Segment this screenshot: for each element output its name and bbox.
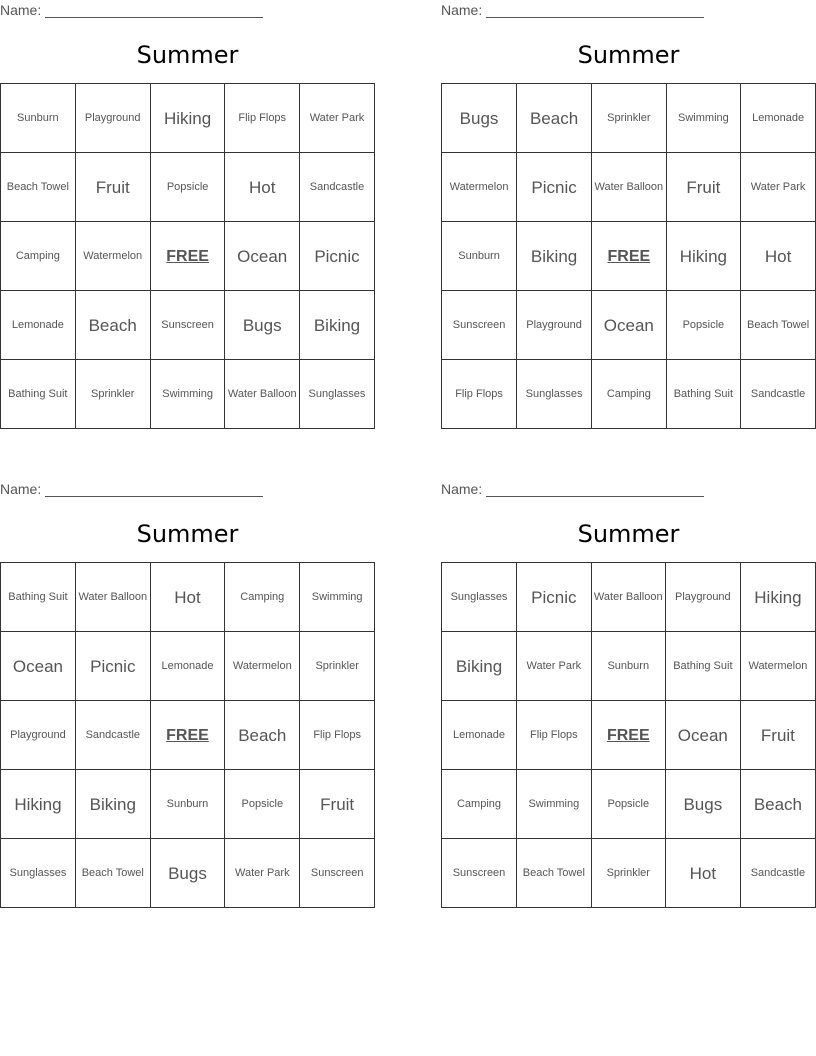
bingo-cell: Sprinkler bbox=[300, 632, 375, 701]
name-label: Name: bbox=[0, 2, 42, 18]
bingo-cell: Bugs bbox=[442, 84, 517, 153]
bingo-cell: Sunglasses bbox=[517, 360, 592, 429]
bingo-cell: Ocean bbox=[665, 701, 740, 770]
bingo-cell: Sprinkler bbox=[75, 360, 150, 429]
bingo-cell: Popsicle bbox=[666, 291, 741, 360]
bingo-cell: Picnic bbox=[517, 153, 592, 222]
name-field bbox=[441, 2, 704, 18]
bingo-cell: Sprinkler bbox=[592, 84, 667, 153]
bingo-cell: Picnic bbox=[299, 222, 374, 291]
bingo-cell: Sandcastle bbox=[299, 153, 374, 222]
bingo-cell: Watermelon bbox=[225, 632, 300, 701]
name-line bbox=[45, 482, 263, 497]
bingo-cell: Fruit bbox=[666, 153, 741, 222]
bingo-cell: Playground bbox=[517, 291, 592, 360]
bingo-cell: Hot bbox=[665, 839, 740, 908]
bingo-cell: Flip Flops bbox=[442, 360, 517, 429]
grid-row bbox=[1, 563, 375, 632]
bingo-cell: Ocean bbox=[592, 291, 667, 360]
bingo-cell: Hiking bbox=[1, 770, 76, 839]
bingo-cell: Sunburn bbox=[442, 222, 517, 291]
bingo-cell: Lemonade bbox=[442, 701, 517, 770]
name-line bbox=[486, 3, 704, 18]
bingo-cell: Sunburn bbox=[1, 84, 76, 153]
bingo-cell: Water Park bbox=[225, 839, 300, 908]
free-space: FREE bbox=[150, 222, 225, 291]
name-line bbox=[45, 3, 263, 18]
bingo-card bbox=[0, 479, 375, 919]
card-title: Summer bbox=[577, 520, 680, 548]
bingo-cell: Lemonade bbox=[150, 632, 225, 701]
bingo-cell: Beach bbox=[225, 701, 300, 770]
bingo-cell: Bugs bbox=[150, 839, 225, 908]
bingo-cell: Sandcastle bbox=[740, 839, 815, 908]
bingo-cell: Sandcastle bbox=[741, 360, 816, 429]
bingo-cell: Fruit bbox=[75, 153, 150, 222]
bingo-cell: Biking bbox=[442, 632, 517, 701]
bingo-cell: Beach Towel bbox=[75, 839, 150, 908]
bingo-cell: Water Balloon bbox=[592, 153, 667, 222]
name-label: Name: bbox=[441, 2, 483, 18]
bingo-cell: Picnic bbox=[517, 563, 592, 632]
name-label: Name: bbox=[441, 481, 483, 497]
bingo-cell: Sunburn bbox=[150, 770, 225, 839]
bingo-cell: Sunscreen bbox=[442, 291, 517, 360]
bingo-cell: Fruit bbox=[740, 701, 815, 770]
bingo-cell: Watermelon bbox=[442, 153, 517, 222]
bingo-cell: Biking bbox=[299, 291, 374, 360]
bingo-cell: Ocean bbox=[225, 222, 300, 291]
bingo-cell: Camping bbox=[1, 222, 76, 291]
bingo-cell: Water Park bbox=[517, 632, 592, 701]
grid-row bbox=[442, 770, 816, 839]
bingo-cell: Popsicle bbox=[591, 770, 665, 839]
bingo-grid bbox=[441, 562, 816, 908]
bingo-cell: Beach bbox=[517, 84, 592, 153]
bingo-cell: Swimming bbox=[666, 84, 741, 153]
grid-row bbox=[1, 84, 375, 153]
grid-row bbox=[1, 839, 375, 908]
bingo-cell: Water Balloon bbox=[225, 360, 300, 429]
bingo-cell: Swimming bbox=[300, 563, 375, 632]
bingo-cell: Hiking bbox=[666, 222, 741, 291]
bingo-cell: Bathing Suit bbox=[666, 360, 741, 429]
name-line bbox=[486, 482, 704, 497]
grid-row bbox=[442, 360, 816, 429]
bingo-cell: Lemonade bbox=[741, 84, 816, 153]
bingo-cell: Camping bbox=[225, 563, 300, 632]
grid-row bbox=[442, 291, 816, 360]
grid-row bbox=[1, 291, 375, 360]
bingo-card bbox=[0, 0, 375, 440]
name-field bbox=[441, 481, 704, 497]
bingo-grid bbox=[441, 83, 816, 429]
name-field bbox=[0, 2, 263, 18]
grid-row bbox=[1, 153, 375, 222]
bingo-cell: Beach bbox=[75, 291, 150, 360]
card-title: Summer bbox=[136, 520, 239, 548]
grid-row bbox=[442, 839, 816, 908]
free-space: FREE bbox=[150, 701, 225, 770]
bingo-cell: Water Park bbox=[299, 84, 374, 153]
grid-row bbox=[442, 701, 816, 770]
grid-row bbox=[1, 770, 375, 839]
grid-row bbox=[442, 632, 816, 701]
bingo-cell: Flip Flops bbox=[517, 701, 592, 770]
grid-row bbox=[1, 632, 375, 701]
card-title: Summer bbox=[136, 41, 239, 69]
free-space: FREE bbox=[592, 222, 667, 291]
bingo-cell: Beach Towel bbox=[1, 153, 76, 222]
bingo-cell: Camping bbox=[592, 360, 667, 429]
grid-row bbox=[442, 222, 816, 291]
bingo-cell: Water Balloon bbox=[75, 563, 150, 632]
bingo-card bbox=[441, 479, 816, 919]
free-space: FREE bbox=[591, 701, 665, 770]
bingo-cell: Sunscreen bbox=[442, 839, 517, 908]
bingo-cell: Bathing Suit bbox=[1, 360, 76, 429]
bingo-cell: Beach bbox=[740, 770, 815, 839]
name-field bbox=[0, 481, 263, 497]
bingo-cell: Bugs bbox=[665, 770, 740, 839]
bingo-cell: Hot bbox=[741, 222, 816, 291]
grid-row bbox=[1, 222, 375, 291]
bingo-cell: Hiking bbox=[150, 84, 225, 153]
name-label: Name: bbox=[0, 481, 42, 497]
bingo-cell: Lemonade bbox=[1, 291, 76, 360]
bingo-cell: Hot bbox=[150, 563, 225, 632]
card-title: Summer bbox=[577, 41, 680, 69]
bingo-cell: Sunscreen bbox=[150, 291, 225, 360]
bingo-cell: Picnic bbox=[75, 632, 150, 701]
bingo-cell: Playground bbox=[665, 563, 740, 632]
bingo-cell: Swimming bbox=[150, 360, 225, 429]
bingo-cell: Biking bbox=[517, 222, 592, 291]
bingo-cell: Sunglasses bbox=[442, 563, 517, 632]
bingo-cell: Popsicle bbox=[225, 770, 300, 839]
bingo-cell: Ocean bbox=[1, 632, 76, 701]
bingo-cell: Popsicle bbox=[150, 153, 225, 222]
bingo-cell: Bugs bbox=[225, 291, 300, 360]
bingo-cell: Flip Flops bbox=[225, 84, 300, 153]
grid-row bbox=[1, 360, 375, 429]
bingo-cell: Sunscreen bbox=[300, 839, 375, 908]
bingo-grid bbox=[0, 83, 375, 429]
bingo-card bbox=[441, 0, 816, 440]
bingo-cell: Water Park bbox=[741, 153, 816, 222]
bingo-cell: Sprinkler bbox=[591, 839, 665, 908]
bingo-cell: Hiking bbox=[740, 563, 815, 632]
grid-row bbox=[1, 701, 375, 770]
grid-row bbox=[442, 563, 816, 632]
bingo-cell: Sunglasses bbox=[299, 360, 374, 429]
bingo-cell: Water Balloon bbox=[591, 563, 665, 632]
bingo-cell: Beach Towel bbox=[741, 291, 816, 360]
bingo-grid bbox=[0, 562, 375, 908]
bingo-cell: Watermelon bbox=[740, 632, 815, 701]
bingo-cell: Swimming bbox=[517, 770, 592, 839]
bingo-cell: Hot bbox=[225, 153, 300, 222]
bingo-cell: Bathing Suit bbox=[665, 632, 740, 701]
bingo-cell: Camping bbox=[442, 770, 517, 839]
bingo-cell: Sandcastle bbox=[75, 701, 150, 770]
bingo-cell: Playground bbox=[1, 701, 76, 770]
grid-row bbox=[442, 153, 816, 222]
bingo-cell: Beach Towel bbox=[517, 839, 592, 908]
grid-row bbox=[442, 84, 816, 153]
bingo-cell: Flip Flops bbox=[300, 701, 375, 770]
bingo-cell: Playground bbox=[75, 84, 150, 153]
bingo-cell: Sunglasses bbox=[1, 839, 76, 908]
bingo-cell: Sunburn bbox=[591, 632, 665, 701]
bingo-cell: Biking bbox=[75, 770, 150, 839]
bingo-cell: Bathing Suit bbox=[1, 563, 76, 632]
bingo-cell: Watermelon bbox=[75, 222, 150, 291]
bingo-cell: Fruit bbox=[300, 770, 375, 839]
